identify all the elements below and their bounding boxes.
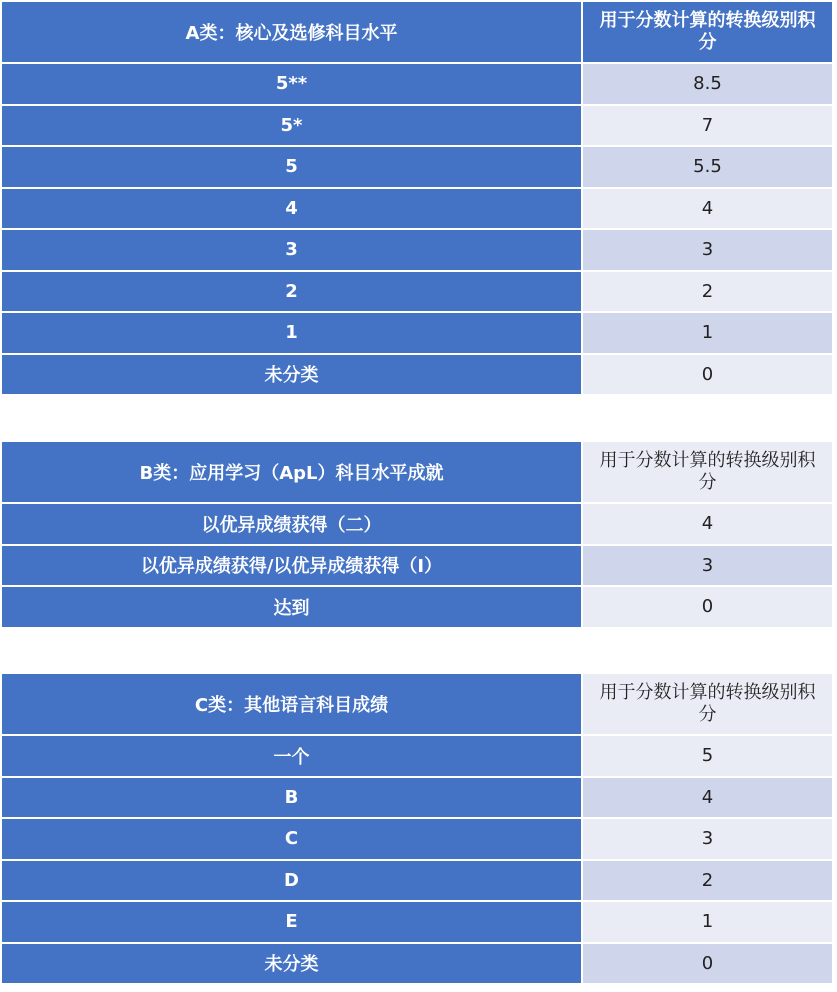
level-cell: 5** [2, 64, 583, 106]
level-cell: 一个 [2, 736, 583, 778]
table-row [2, 272, 832, 314]
table-a-header-right: 用于分数计算的转换级别积分 [583, 2, 832, 64]
level-cell: 未分类 [2, 355, 583, 397]
table-row [2, 736, 832, 778]
table-b [2, 442, 832, 629]
level-cell: 4 [2, 189, 583, 231]
table-b-header-right: 用于分数计算的转换级别积分 [583, 442, 832, 504]
table-row [2, 189, 832, 231]
level-cell: 5* [2, 106, 583, 148]
score-cell: 3 [583, 230, 832, 272]
score-cell: 3 [583, 546, 832, 588]
score-cell: 7 [583, 106, 832, 148]
score-cell: 4 [583, 778, 832, 820]
score-cell: 0 [583, 587, 832, 629]
table-b-header-row [2, 442, 832, 504]
level-cell: 2 [2, 272, 583, 314]
table-row [2, 587, 832, 629]
score-cell: 0 [583, 944, 832, 986]
level-cell: D [2, 861, 583, 903]
table-c-header-left: C类：其他语言科目成绩 [2, 674, 583, 736]
level-cell: 以优异成绩获得/以优异成绩获得（I） [2, 546, 583, 588]
table-c-header-row [2, 674, 832, 736]
table-row [2, 819, 832, 861]
level-cell: 1 [2, 313, 583, 355]
table-row [2, 106, 832, 148]
level-cell: C [2, 819, 583, 861]
score-cell: 8.5 [583, 64, 832, 106]
score-cell: 4 [583, 504, 832, 546]
score-cell: 5 [583, 736, 832, 778]
score-cell: 1 [583, 313, 832, 355]
level-cell: 5 [2, 147, 583, 189]
table-row [2, 778, 832, 820]
score-cell: 2 [583, 272, 832, 314]
table-row [2, 504, 832, 546]
table-row [2, 861, 832, 903]
table-c [2, 674, 832, 985]
table-c-header-right: 用于分数计算的转换级别积分 [583, 674, 832, 736]
table-row [2, 313, 832, 355]
table-row [2, 230, 832, 272]
level-cell: B [2, 778, 583, 820]
table-row [2, 902, 832, 944]
table-a-header-row [2, 2, 832, 64]
level-cell: 未分类 [2, 944, 583, 986]
level-cell: E [2, 902, 583, 944]
table-row [2, 944, 832, 986]
table-row [2, 546, 832, 588]
table-row [2, 355, 832, 397]
score-cell: 5.5 [583, 147, 832, 189]
table-row [2, 64, 832, 106]
score-cell: 2 [583, 861, 832, 903]
table-a [2, 2, 832, 396]
level-cell: 达到 [2, 587, 583, 629]
level-cell: 以优异成绩获得（二） [2, 504, 583, 546]
score-cell: 0 [583, 355, 832, 397]
table-row [2, 147, 832, 189]
score-cell: 4 [583, 189, 832, 231]
level-cell: 3 [2, 230, 583, 272]
score-cell: 3 [583, 819, 832, 861]
table-b-header-left: B类：应用学习（ApL）科目水平成就 [2, 442, 583, 504]
score-cell: 1 [583, 902, 832, 944]
table-a-header-left: A类：核心及选修科目水平 [2, 2, 583, 64]
